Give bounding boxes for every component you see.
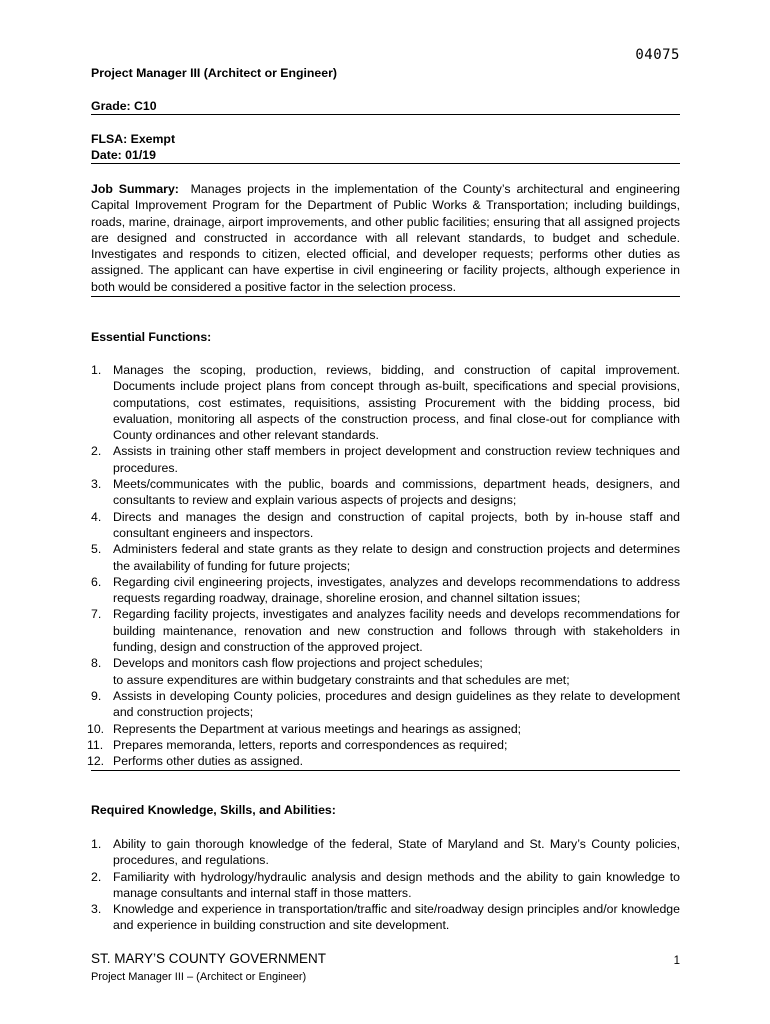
- essential-function-item: [91, 688, 680, 721]
- document-date: Date: 01/19: [91, 148, 680, 164]
- essential-function-item-text: Assists in developing County policies, procedures and design guidelines as they relate to development and construction projects;: [113, 688, 680, 720]
- essential-function-item-number: 9.: [91, 688, 102, 703]
- footer-page-number: 1: [673, 955, 680, 967]
- job-summary-label: Job Summary:: [91, 182, 179, 196]
- essential-function-item: [91, 443, 680, 476]
- essential-function-item-number: 12.: [87, 754, 105, 769]
- ksa-item: [91, 869, 680, 902]
- essential-function-item-text: Prepares memoranda, letters, reports and correspondences as required;: [113, 737, 508, 752]
- job-grade: Grade: C10: [91, 99, 680, 115]
- essential-function-item: [91, 606, 680, 655]
- essential-function-item-text: Directs and manages the design and construction of capital projects, both by in-house staff and consultant engineers and inspectors.: [113, 509, 680, 540]
- flsa-status: FLSA: Exempt: [91, 132, 176, 146]
- essential-function-item-text: Regarding civil engineering projects, investigates, analyzes and develops recommendations to address requests regarding roadway, drainage, shoreline erosion, and channel siltation issues;: [113, 574, 680, 606]
- essential-function-item-text: Develops and monitors cash flow projections and project schedules; to assure expenditures are within budgetary constraints and that schedules are met;: [113, 656, 570, 687]
- essential-function-item: [91, 509, 680, 542]
- essential-function-item-text: Manages the scoping, production, reviews, bidding, and construction of capital improvement. Documents include project plans from concept through as-built, specifications and special provisions, computations, cost estimates, requisitions, assisting Procurement with the bidding process, bid evaluation, monitoring all aspects of the construction process, and final close-out for compliance with County ordinances and other relevant standards.: [113, 363, 680, 443]
- essential-functions-heading: Essential Functions:: [91, 330, 212, 344]
- ksa-item-number: 3.: [91, 902, 102, 917]
- essential-function-item-number: 4.: [91, 509, 102, 524]
- ksa-item: [91, 836, 680, 869]
- essential-function-item-number: 8.: [91, 656, 102, 671]
- job-summary: [91, 181, 680, 297]
- ksa-list: [91, 836, 680, 934]
- essential-function-item-text: Regarding facility projects, investigates and analyzes facility needs and develops recommendations for building maintenance, renovation and new construction and follows through with stakeholders in funding, design and construction of the approved project.: [113, 607, 680, 655]
- essential-function-item-text: Meets/communicates with the public, boards and commissions, department heads, designers, and consultants to review and explain various aspects of projects and designs;: [113, 477, 680, 508]
- essential-function-item-text: Represents the Department at various meetings and hearings as assigned;: [113, 721, 522, 736]
- footer-organization: ST. MARY’S COUNTY GOVERNMENT: [91, 951, 327, 966]
- essential-function-item-number: 7.: [91, 607, 102, 622]
- essential-function-item-text: Performs other duties as assigned.: [113, 754, 304, 769]
- essential-function-item-text: Administers federal and state grants as they relate to design and construction projects and determines the availability of funding for future projects;: [113, 542, 680, 573]
- document-code: 04075: [635, 47, 680, 63]
- essential-function-item-number: 1.: [91, 363, 102, 377]
- essential-function-item-text: Assists in training other staff members in project development and construction review techniques and procedures.: [113, 444, 680, 475]
- ksa-item-number: 1.: [91, 837, 102, 851]
- essential-function-item-number: 11.: [87, 737, 104, 752]
- essential-functions-list: [87, 362, 680, 771]
- essential-function-item: [87, 753, 680, 769]
- job-summary-text: Manages projects in the implementation of the County’s architectural and engineering Capital Improvement Program for the Department of Public Works & Transportation; including buildings, roads, marine, drainage, airport improvements, and other public facilities; ensuring that all assigned projects are designed and constructed in accordance with all relevant standards, to budget and schedule. Investigates and responds to citizen, elected official, and developer requests; performs other duties as assigned. The applicant can have expertise in civil engineering or facility projects, although experience in both would be considered a positive factor in the selection process.: [91, 182, 680, 294]
- essential-function-item: [91, 476, 680, 509]
- essential-function-item: [87, 721, 680, 737]
- essential-function-item: [91, 655, 680, 688]
- footer-document-title: Project Manager III – (Architect or Engineer): [91, 971, 307, 983]
- ksa-heading: Required Knowledge, Skills, and Abilities:: [91, 803, 336, 817]
- essential-function-item: [91, 574, 680, 607]
- essential-function-item: [91, 362, 680, 443]
- essential-function-item: [91, 541, 680, 574]
- essential-function-item-number: 3.: [91, 477, 102, 492]
- essential-function-item-number: 2.: [91, 444, 102, 459]
- ksa-item-number: 2.: [91, 869, 102, 884]
- ksa-item-text: Ability to gain thorough knowledge of the federal, State of Maryland and St. Mary’s County policies, procedures, and regulations.: [113, 837, 680, 868]
- ksa-item-text: Knowledge and experience in transportation/traffic and site/roadway design principles and/or knowledge and experience in building construction and site development.: [113, 902, 680, 933]
- job-title: Project Manager III (Architect or Engineer): [91, 66, 337, 80]
- ksa-item-text: Familiarity with hydrology/hydraulic analysis and design methods and the ability to gain knowledge to manage consultants and internal staff in those matters.: [113, 869, 680, 900]
- essential-function-item: [87, 737, 680, 753]
- essential-function-item-number: 10.: [87, 721, 105, 736]
- essential-function-item-number: 6.: [91, 574, 102, 589]
- ksa-item: [91, 901, 680, 934]
- essential-function-item-number: 5.: [91, 542, 102, 557]
